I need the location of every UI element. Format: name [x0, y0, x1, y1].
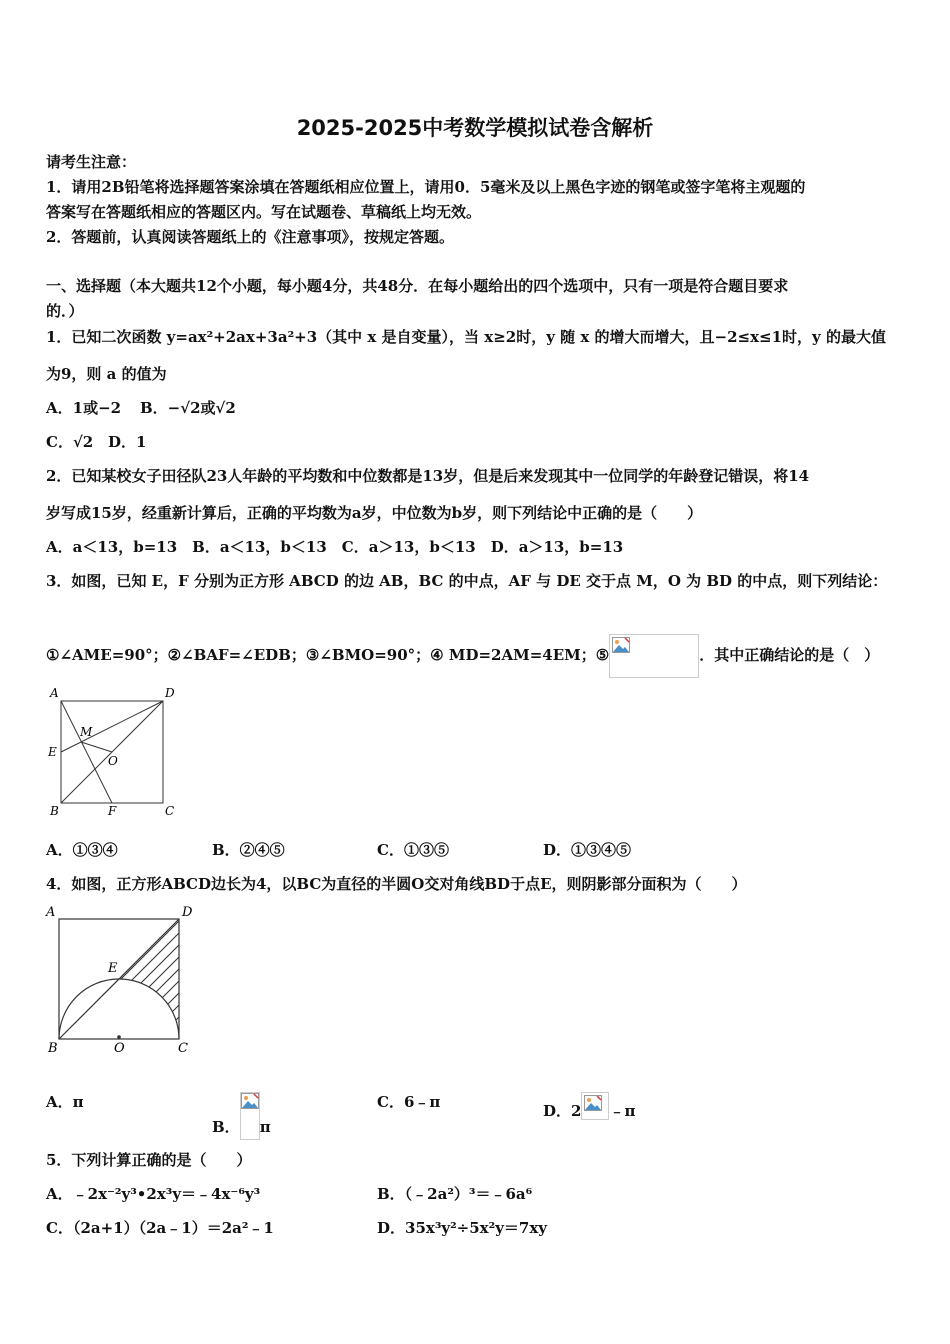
- q1-option-c: C．√2: [46, 433, 94, 451]
- q4-label-o: O: [114, 1041, 125, 1054]
- broken-image-icon: [240, 1092, 260, 1140]
- notice-item1-line2: 答案写在答题纸相应的答题区内。写在试题卷、草稿纸上均无效。: [46, 203, 482, 221]
- q1-option-a: A．1或−2: [46, 399, 122, 417]
- q3-label-a: A: [50, 686, 59, 700]
- q3-figure: [44, 684, 184, 820]
- q3-statements: ①∠AME=90°；②∠BAF=∠EDB；③∠BMO=90°；④ MD=2AM=4EM；⑤: [46, 646, 610, 664]
- section-heading-line1: 一、选择题（本大题共12个小题，每小题4分，共48分．在每小题给出的四个选项中，只有一项是符合题目要求: [46, 277, 789, 295]
- q5-option-b: B．（﹣2a²）³＝﹣6a⁶: [377, 1185, 533, 1203]
- q4-label-b: B: [48, 1041, 58, 1054]
- q4-label-d: D: [182, 905, 193, 920]
- q5-option-d: D．35x³y²÷5x²y＝7xy: [377, 1219, 548, 1237]
- q5-stem-line1: 5．下列计算正确的是（ ）: [46, 1151, 252, 1169]
- q3-option-d: D．①③④⑤: [543, 841, 632, 859]
- q2-options: A．a＜13，b=13 B．a＜13，b＜13 C．a＞13，b＜13 D．a＞13，b=13: [46, 538, 624, 556]
- broken-image-icon: [609, 634, 699, 678]
- q4-option-d-tail: ﹣π: [609, 1102, 636, 1120]
- q3-stem-line2: [46, 634, 879, 678]
- q3-label-f: F: [108, 804, 117, 818]
- q4-option-b-label: B．: [212, 1118, 240, 1136]
- q3-stem-line1: 3．如图，已知 E，F 分别为正方形 ABCD 的边 AB，BC 的中点，AF 与 DE 交于点 M，O 为 BD 的中点，则下列结论：: [46, 572, 888, 590]
- notice-heading: 请考生注意：: [46, 153, 137, 171]
- q3-label-d: D: [165, 686, 175, 700]
- q4-option-d-label: D．2: [543, 1102, 582, 1120]
- q3-label-c: C: [165, 804, 175, 818]
- q2-stem-line2: 岁写成15岁，经重新计算后，正确的平均数为a岁，中位数为b岁，则下列结论中正确的是（ ）: [46, 504, 703, 522]
- broken-image-icon: [581, 1092, 609, 1120]
- q4-option-b: [212, 1092, 271, 1140]
- section-heading-line2: 的．）: [46, 302, 84, 320]
- q3-option-c: C．①③⑤: [377, 841, 449, 859]
- q5-option-a: A．﹣2x⁻²y³•2x³y＝﹣4x⁻⁶y³: [46, 1185, 261, 1203]
- q3-label-e: E: [48, 745, 57, 759]
- q3-label-m: M: [80, 725, 93, 739]
- q4-stem-line1: 4．如图，正方形ABCD边长为4，以BC为直径的半圆O交对角线BD于点E，则阴影部分面积为（ ）: [46, 875, 747, 893]
- q3-label-o: O: [108, 754, 118, 768]
- q3-option-b: B．②④⑤: [212, 841, 285, 859]
- q4-option-a: A．π: [46, 1093, 84, 1111]
- q4-option-b-pi: π: [259, 1118, 271, 1136]
- q3-label-b: B: [50, 804, 59, 818]
- q1-option-b: B．−√2或√2: [140, 399, 236, 417]
- q1-option-d: D．1: [108, 433, 147, 451]
- q1-stem-line1: 1．已知二次函数 y=ax²+2ax+3a²+3（其中 x 是自变量），当 x≥2时，y 随 x 的增大而增大，且−2≤x≤1时，y 的最大值: [46, 328, 886, 346]
- q4-label-e: E: [108, 961, 118, 976]
- notice-item2: 2．答题前，认真阅读答题纸上的《注意事项》，按规定答题。: [46, 228, 454, 246]
- q4-label-a: A: [46, 905, 56, 920]
- notice-item1-line1: 1．请用2B铅笔将选择题答案涂填在答题纸相应位置上，请用0．5毫米及以上黑色字迹的钢笔或签字笔将主观题的: [46, 178, 806, 196]
- q2-stem-line1: 2．已知某校女子田径队23人年龄的平均数和中位数都是13岁，但是后来发现其中一位同学的年龄登记错误，将14: [46, 467, 810, 485]
- q3-option-a: A．①③④: [46, 841, 118, 859]
- page-title: 2025-2025中考数学模拟试卷含解析: [296, 116, 654, 140]
- q4-label-c: C: [178, 1041, 188, 1054]
- q4-option-c: C．6﹣π: [377, 1093, 441, 1111]
- q3-stem-tail: ．其中正确结论的是（ ）: [699, 646, 880, 664]
- q5-option-c: C．（2a+1）（2a﹣1）＝2a²﹣1: [46, 1219, 274, 1237]
- q4-option-d: [543, 1092, 635, 1121]
- q1-stem-line2: 为9，则 a 的值为: [46, 365, 167, 383]
- q4-figure: [42, 902, 202, 1054]
